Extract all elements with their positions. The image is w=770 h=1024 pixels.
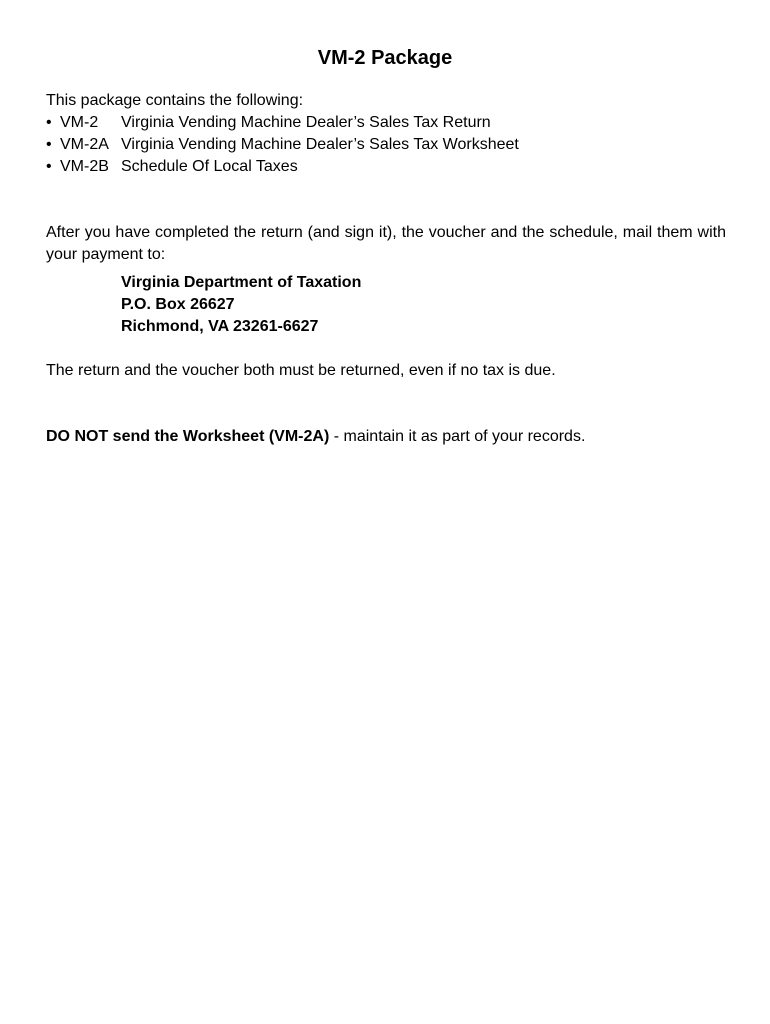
page-title: VM-2 Package [317, 47, 453, 69]
warning-text: - maintain it as part of your records. [329, 428, 586, 445]
form-description: Virginia Vending Machine Dealer’s Sales Tax Worksheet [121, 136, 519, 153]
bullet-icon: • [46, 136, 52, 153]
bullet-icon: • [46, 114, 52, 131]
list-item [46, 112, 519, 134]
list-item [46, 156, 519, 178]
worksheet-warning [46, 426, 585, 448]
list-item [46, 134, 519, 156]
mailing-instructions: After you have completed the return (and sign it), the voucher and the schedule, mail them with your payment to: [46, 224, 726, 263]
form-code: VM-2 [60, 114, 99, 131]
warning-emphasis: DO NOT send the Worksheet (VM-2A) [46, 428, 330, 445]
package-contents-list [46, 112, 519, 178]
return-note: The return and the voucher both must be returned, even if no tax is due. [46, 362, 556, 379]
form-code: VM-2B [60, 158, 109, 175]
form-description: Schedule Of Local Taxes [121, 158, 298, 175]
mailing-address [121, 272, 361, 338]
address-line-2: P.O. Box 26627 [121, 296, 235, 313]
intro-text: This package contains the following: [46, 92, 304, 109]
form-code: VM-2A [60, 136, 109, 153]
address-line-1: Virginia Department of Taxation [121, 274, 362, 291]
form-description: Virginia Vending Machine Dealer’s Sales Tax Return [121, 114, 491, 131]
address-line-3: Richmond, VA 23261-6627 [121, 318, 319, 335]
bullet-icon: • [46, 158, 52, 175]
